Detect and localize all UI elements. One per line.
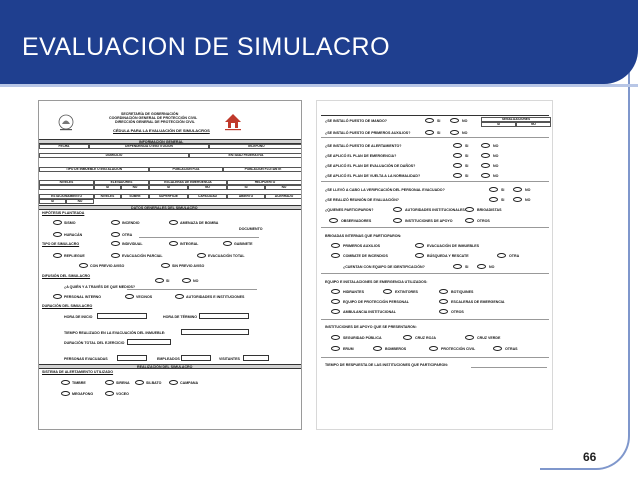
radio-gabinete[interactable] — [223, 241, 232, 246]
row-estacionamiento: ESTACIONAMIENTO NIVELES SOBRE SUPERFICIE CAPACIDAD ABIERTO ACERRADO — [39, 194, 302, 199]
q-plan-emergencia: ¿SE APLICÓ EL PLAN DE EMERGENCIA? — [325, 154, 397, 158]
duracion-total-field[interactable] — [127, 339, 171, 345]
title-bar — [0, 0, 638, 84]
radio-hidrantes[interactable] — [331, 289, 340, 294]
radio-verificacion-no[interactable] — [513, 187, 522, 192]
radio-normalidad-si[interactable] — [453, 173, 462, 178]
radio-megafono[interactable] — [61, 391, 70, 396]
radio-autoridades-inst[interactable] — [393, 207, 402, 212]
header-line-2: COORDINACIÓN GENERAL DE PROTECCIÓN CIVIL — [109, 116, 198, 120]
senalizacion-table: SEÑALIZACIONES — [481, 117, 551, 122]
radio-busqueda-rescate[interactable] — [415, 253, 424, 258]
q-equipo-identificacion: ¿CUENTAN CON EQUIPO DE IDENTIFICACIÓN? — [343, 265, 425, 269]
radio-voceo[interactable] — [105, 391, 114, 396]
personas-evacuadas-field[interactable] — [117, 355, 147, 361]
radio-bomberos[interactable] — [373, 346, 382, 351]
q-primeros-auxilios: ¿SE INSTALÓ PUESTO DE PRIMEROS AUXILIOS? — [325, 131, 411, 135]
radio-otras-inst[interactable] — [493, 346, 502, 351]
radio-brigadistas[interactable] — [465, 207, 474, 212]
q-puesto-mando: ¿SE INSTALÓ PUESTO DE MANDO? — [325, 119, 387, 123]
q-evaluacion-danos: ¿SE APLICÓ EL PLAN DE EVALUACIÓN DE DAÑOS? — [325, 164, 416, 168]
radio-cruz-roja[interactable] — [403, 335, 412, 340]
radio-difusion-si[interactable] — [155, 278, 164, 283]
empleados-field[interactable] — [181, 355, 211, 361]
radio-personal-interno[interactable] — [53, 294, 62, 299]
hora-inicio-field[interactable] — [97, 313, 147, 319]
tiempo-respuesta-label: TIEMPO DE RESPUESTA DE LAS INSTITUCIONES QUE PARTICIPARON: — [325, 363, 449, 367]
radio-evacuacion-total[interactable] — [197, 253, 206, 258]
radio-extintores[interactable] — [383, 289, 392, 294]
radio-otros-equipo[interactable] — [439, 309, 448, 314]
form-page-right: ¿SE INSTALÓ PUESTO DE MANDO? SI NO SEÑALIZACIONES SI NO ¿SE INSTALÓ PUESTO DE PRIMEROS AUXILIOS? SI NO ¿SE INSTALÓ PUESTO DE ALERTAMIENTO? SI NO ¿SE APLICÓ EL PLAN DE EMERGENCIA? SI NO ¿SE APLICÓ EL PLAN DE EVALUACIÓN DE DAÑOS? SI NO ¿SE APLICÓ EL PLAN DE VUELTA A LA NORMALIDAD? SI NO ¿SE LLEVÓ A CABO LA VERIFICACIÓN DEL PERSONAL EVACUADO? SI NO ¿SE REALIZÓ REUNIÓN DE EVALUACIÓN? SI NO ¿QUIENES PARTICIPARON? AUTORIDADES INSTITUCIONALES BRIGADISTAS OBSERVADORES INSTITUCIONES DE APOYO OTROS BRIGADAS INTERNAS QUE PARTICIPARON: PRIMEROS AUXILIOS EVACUACIÓN DE INMUEBLES COMBATE DE INCENDIOS BÚSQUEDA Y RESCATE OTRA ¿CUENTAN CON EQUIPO DE IDENTIFICACIÓN? SI NO EQUIPO E INSTALACIONES DE EMERGENCIA UTILIZADOS: HIDRANTES EXTINTORES BOTIQUINES EQUIPO DE PROTECCIÓN PERSONAL ESCALERAS DE EMERGENCIA AMBULANCIA INSTITUCIONAL OTROS INSTITUCIONES DE APOYO QUE SE PRESENTARON: SEGURIDAD PÚBLICA CRUZ ROJA CRUZ VERDE ERUM BOMBEROS PROTECCIÓN CIVIL OTRAS TIEMPO DE RESPUESTA DE LAS INSTITUCIONES QUE PARTICIPARON: — [316, 100, 553, 430]
row-estacionamiento-si-no: SI NO — [39, 199, 94, 204]
radio-proteccion-civil[interactable] — [429, 346, 438, 351]
radio-incendio[interactable] — [111, 220, 120, 225]
difusion-label: DIFUSIÓN DEL SIMULACRO — [42, 274, 91, 278]
instituciones-label: INSTITUCIONES DE APOYO QUE SE PRESENTARON: — [325, 325, 417, 329]
visitantes-field[interactable] — [243, 355, 269, 361]
radio-sismo[interactable] — [53, 220, 62, 225]
radio-sirena[interactable] — [105, 380, 114, 385]
form-page-left: SECRETARÍA DE GOBERNACIÓN COORDINACIÓN GENERAL DE PROTECCIÓN CIVIL DIRECCIÓN GENERAL DE PROTECCIÓN CIVIL CÉDULA PARA LA EVALUACIÓN DE SIMULACROS INFORMACIÓN GENERAL FECHA DEPENDENCIA O INSTITUCIÓN TELÉFONO DOMICILIO ENTIDAD FEDERATIVA TIPO DE INMUEBLE O INSTALACIÓN POBLACIÓN FIJA POBLACIÓN FLOTANTE NIVELES ELEVADORES ESCALERAS DE EMERGENCIA HELIPUERTO SI NO SI NO SI NO ESTACIONAMIENTO NIVELES SOBRE SUPERFICIE CAPACIDAD ABIERTO ACERRADO SI NO DATOS GENERALES DEL SIMULACRO HIPÓTESIS PLANTEADA SISMO INCENDIO AMENAZA DE BOMBA DOCUMENTO HURACÁN OTRA TIPO DE SIMULACRO INDIVIDUAL INTEGRAL GABINETE REPLIEGUE EVACUACIÓN PARCIAL EVACUACIÓN TOTAL CON PREVIO AVISO SIN PREVIO AVISO DIFUSIÓN DEL SIMULACRO SI NO ¿A QUIÉN Y A TRAVÉS DE QUE MEDIOS? PERSONAL INTERNO VECINOS AUTORIDADES E INSTITUCIONES DURACIÓN DEL SIMULACRO HORA DE INICIO HORA DE TÉRMINO TIEMPO REALIZADO EN LA EVACUACIÓN DEL INMUEBLE: DURACIÓN TOTAL DEL EJERCICIO PERSONAS EVACUADAS EMPLEADOS VISITANTES REALIZACIÓN DEL SIMULACRO SISTEMA DE ALERTAMIENTO UTILIZADO TIMBRE SIRENA SILBATO CAMPANA MEGAFONO VOCEO — [38, 100, 302, 430]
radio-erum[interactable] — [331, 346, 340, 351]
radio-combate-incendios[interactable] — [331, 253, 340, 258]
radio-otros-part[interactable] — [465, 218, 474, 223]
documento-label: DOCUMENTO — [239, 227, 263, 231]
header-line-3: DIRECCIÓN GENERAL DE PROTECCIÓN CIVIL — [115, 120, 195, 124]
radio-danos-si[interactable] — [453, 163, 462, 168]
radio-evac-inmuebles[interactable] — [415, 243, 424, 248]
slide-title: EVALUACION DE SIMULACRO — [22, 33, 391, 61]
radio-vecinos[interactable] — [125, 294, 134, 299]
radio-inst-apoyo[interactable] — [393, 218, 402, 223]
radio-ambulancia[interactable] — [331, 309, 340, 314]
q-verificacion: ¿SE LLEVÓ A CABO LA VERIFICACIÓN DEL PERSONAL EVACUADO? — [325, 188, 445, 192]
radio-danos-no[interactable] — [481, 163, 490, 168]
q-participaron: ¿QUIENES PARTICIPARON? — [325, 208, 374, 212]
radio-otra-brigada[interactable] — [497, 253, 506, 258]
radio-cruz-verde[interactable] — [465, 335, 474, 340]
tipo-simulacro-label: TIPO DE SIMULACRO — [42, 242, 80, 246]
mexico-seal-icon — [56, 113, 76, 133]
radio-silbato[interactable] — [135, 380, 144, 385]
brigadas-label: BRIGADAS INTERNAS QUE PARTICIPARON: — [325, 234, 402, 238]
realizacion-header: REALIZACIÓN DEL SIMULACRO — [39, 364, 302, 369]
accent-line — [0, 84, 638, 87]
row-niveles: NIVELES ELEVADORES ESCALERAS DE EMERGENCIA HELIPUERTO — [39, 180, 302, 185]
radio-huracan[interactable] — [53, 232, 62, 237]
radio-equipo-proteccion[interactable] — [331, 299, 340, 304]
radio-emergencia-no[interactable] — [481, 153, 490, 158]
equipo-label: EQUIPO E INSTALACIONES DE EMERGENCIA UTILIZADOS: — [325, 280, 428, 284]
radio-timbre[interactable] — [61, 380, 70, 385]
decorative-arc — [540, 30, 630, 470]
row-domicilio: DOMICILIO ENTIDAD FEDERATIVA — [39, 153, 302, 158]
hipotesis-label: HIPÓTESIS PLANTEADA — [42, 211, 85, 215]
radio-ident-no[interactable] — [477, 264, 486, 269]
form-title: CÉDULA PARA LA EVALUACIÓN DE SIMULACROS — [113, 128, 210, 133]
radio-integral[interactable] — [169, 241, 178, 246]
radio-mando-no[interactable] — [450, 118, 459, 123]
radio-con-previo-aviso[interactable] — [79, 263, 88, 268]
difusion-question: ¿A QUIÉN Y A TRAVÉS DE QUE MEDIOS? — [64, 285, 136, 289]
radio-mando-si[interactable] — [425, 118, 434, 123]
radio-individual[interactable] — [111, 241, 120, 246]
q-reunion: ¿SE REALIZÓ REUNIÓN DE EVALUACIÓN? — [325, 198, 400, 202]
radio-observadores[interactable] — [329, 218, 338, 223]
radio-verificacion-si[interactable] — [489, 187, 498, 192]
radio-reunion-no[interactable] — [513, 197, 522, 202]
tiempo-evacuacion-field[interactable] — [181, 329, 249, 335]
radio-otra[interactable] — [111, 232, 120, 237]
proteccion-civil-logo-icon — [222, 111, 244, 133]
radio-auxilios-no[interactable] — [450, 130, 459, 135]
hora-termino-field[interactable] — [199, 313, 249, 319]
header-line-1: SECRETARÍA DE GOBERNACIÓN — [121, 112, 179, 116]
alertamiento-label: SISTEMA DE ALERTAMIENTO UTILIZADO — [42, 370, 114, 374]
radio-primeros-auxilios[interactable] — [331, 243, 340, 248]
radio-campana[interactable] — [169, 380, 178, 385]
radio-sin-previo-aviso[interactable] — [161, 263, 170, 268]
radio-evacuacion-parcial[interactable] — [111, 253, 120, 258]
radio-botiquines[interactable] — [439, 289, 448, 294]
radio-alertamiento-si[interactable] — [453, 143, 462, 148]
row-tipo-inmueble: TIPO DE INMUEBLE O INSTALACIÓN POBLACIÓN FIJA POBLACIÓN FLOTANTE — [39, 167, 302, 172]
slide-number: 66 — [583, 450, 597, 464]
radio-autoridades[interactable] — [175, 294, 184, 299]
radio-normalidad-no[interactable] — [481, 173, 490, 178]
radio-auxilios-si[interactable] — [425, 130, 434, 135]
row-fecha: FECHA DEPENDENCIA O INSTITUCIÓN TELÉFONO — [39, 144, 302, 149]
radio-escaleras-emergencia[interactable] — [439, 299, 448, 304]
radio-emergencia-si[interactable] — [453, 153, 462, 158]
radio-amenaza-bomba[interactable] — [169, 220, 178, 225]
info-general-header: INFORMACIÓN GENERAL — [39, 139, 302, 144]
datos-generales-header: DATOS GENERALES DEL SIMULACRO — [39, 205, 302, 210]
radio-alertamiento-no[interactable] — [481, 143, 490, 148]
radio-repliegue[interactable] — [53, 253, 62, 258]
radio-difusion-no[interactable] — [182, 278, 191, 283]
q-alertamiento: ¿SE INSTALÓ PUESTO DE ALERTAMIENTO? — [325, 144, 402, 148]
radio-reunion-si[interactable] — [489, 197, 498, 202]
radio-ident-si[interactable] — [453, 264, 462, 269]
radio-seguridad-publica[interactable] — [331, 335, 340, 340]
row-si-no: SI NO SI NO SI NO — [39, 185, 302, 190]
duracion-label: DURACIÓN DEL SIMULACRO — [42, 304, 93, 308]
q-vuelta-normalidad: ¿SE APLICÓ EL PLAN DE VUELTA A LA NORMALIDAD? — [325, 174, 421, 178]
